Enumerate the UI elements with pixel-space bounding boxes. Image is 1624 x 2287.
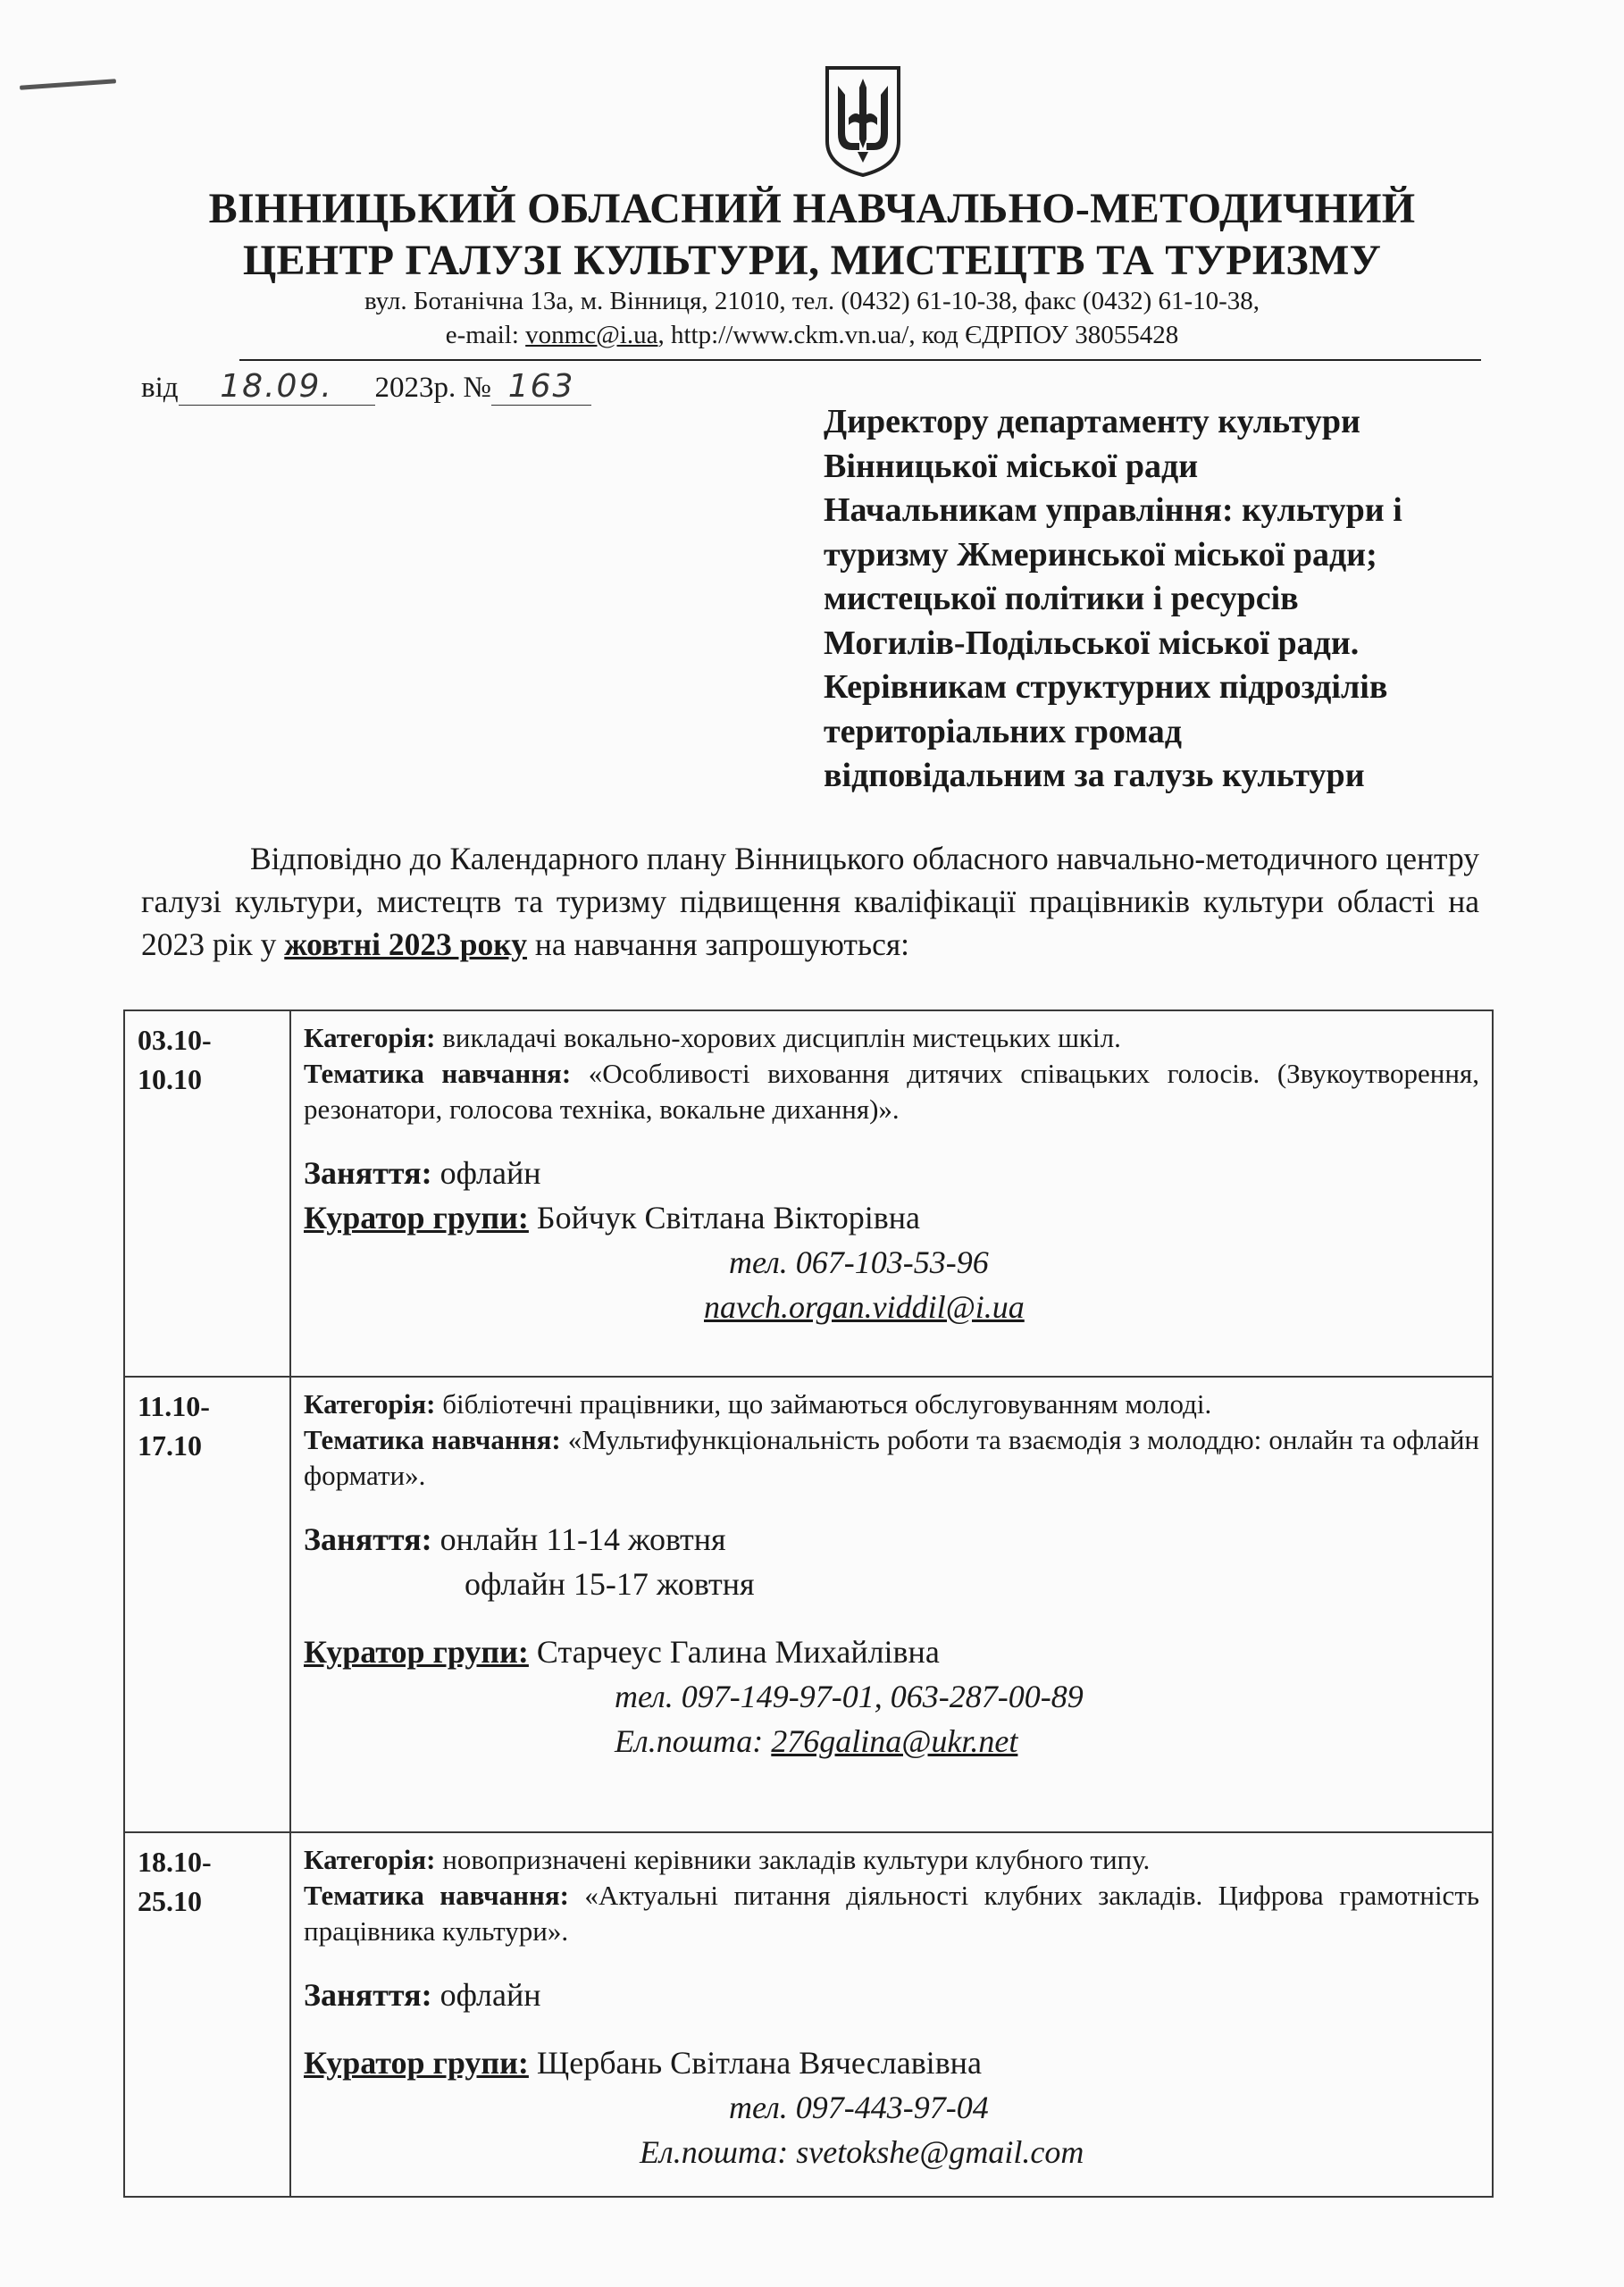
addressee-block <box>824 400 1402 799</box>
mode-line: Заняття: онлайн 11-14 жовтня <box>304 1521 726 1557</box>
addressee-line: туризму Жмеринської міської ради; <box>824 535 1377 574</box>
addressee-line: Вінницької міської ради <box>824 447 1199 485</box>
mode-line-secondary: офлайн 15-17 жовтня <box>465 1566 755 1602</box>
curator-email-line: Ел.пошта: svetokshe@gmail.com <box>640 2134 1084 2170</box>
addressee-line: Могилів-Подільської міської ради. <box>824 624 1360 662</box>
course-cell <box>290 1010 1493 1377</box>
org-email-link[interactable]: vonmc@i.ua <box>525 321 658 349</box>
curator-phone: тел. 097-443-97-04 <box>729 2090 989 2125</box>
date-cell <box>124 1010 290 1377</box>
addressee-line: Начальникам управління: культури і <box>824 491 1402 529</box>
curator-line: Куратор групи: Бойчук Світлана Вікторівна <box>304 1200 921 1236</box>
addressee-line: Керівникам структурних підрозділів <box>824 668 1388 706</box>
category-line: Категорія: бібліотечні працівники, що займаються обслуговуванням молоді. <box>304 1388 1212 1420</box>
course-description <box>291 1842 1479 1949</box>
curator-line: Куратор групи: Щербань Світлана Вячеславівна <box>304 2045 982 2081</box>
mode-line: Заняття: офлайн <box>304 1155 541 1191</box>
handwritten-number: 163 <box>491 368 591 406</box>
addressee-line: мистецької політики і ресурсів <box>824 580 1299 617</box>
handwritten-date: 18.09. <box>179 368 375 406</box>
org-email-line: e-mail: vonmc@i.ua, http://www.ckm.vn.ua/, код ЄДРПОУ 38055428 <box>445 321 1179 349</box>
intro-emphasis: жовтні 2023 року <box>284 926 527 962</box>
mode-line: Заняття: офлайн <box>304 1977 541 2013</box>
scan-artifact-mark <box>20 79 116 90</box>
date-cell <box>124 1832 290 2197</box>
course-cell <box>290 1832 1493 2197</box>
org-title-line-2: ЦЕНТР ГАЛУЗІ КУЛЬТУРИ, МИСТЕЦТВ ТА ТУРИЗМУ <box>242 237 1382 284</box>
category-line: Категорія: новопризначені керівники закладів культури клубного типу. <box>304 1844 1151 1875</box>
course-cell <box>290 1377 1493 1832</box>
org-address: вул. Ботанічна 13а, м. Вінниця, 21010, тел. (0432) 61-10-38, факс (0432) 61-10-38, <box>364 287 1260 315</box>
course-description <box>291 1020 1479 1127</box>
date-cell <box>124 1377 290 1832</box>
organization-title <box>143 183 1481 287</box>
org-title-line-1: ВІННИЦЬКИЙ ОБЛАСНИЙ НАВЧАЛЬНО-МЕТОДИЧНИЙ <box>208 185 1416 232</box>
course-description <box>291 1386 1479 1494</box>
topic-line: Тематика навчання: «Мультифункціональність роботи та взаємодія з молоддю: онлайн та офлайн формати». <box>304 1424 1480 1491</box>
curator-line: Куратор групи: Старчеус Галина Михайлівна <box>304 1634 940 1670</box>
organization-contacts <box>143 284 1481 352</box>
curator-phone: тел. 067-103-53-96 <box>729 1244 989 1280</box>
curator-email-link[interactable]: svetokshe@gmail.com <box>796 2134 1084 2170</box>
curator-phone: тел. 097-149-97-01, 063-287-00-89 <box>615 1679 1084 1714</box>
addressee-line: Директору департаменту культури <box>824 403 1360 440</box>
org-website-code: , http://www.ckm.vn.ua/, код ЄДРПОУ 38055428 <box>657 321 1179 349</box>
reference-line: від 18.09. 2023р. № 163 <box>141 368 591 406</box>
curator-email-line <box>291 1285 1479 1329</box>
date-range: 03.10- 10.10 <box>138 1024 212 1095</box>
topic-line: Тематика навчання: «Актуальні питання діяльності клубних закладів. Цифрова грамотність працівника культури». <box>304 1880 1479 1947</box>
header-divider <box>239 359 1481 361</box>
curator-email-link[interactable]: 276galina@ukr.net <box>771 1723 1018 1759</box>
schedule-row <box>124 1377 1493 1832</box>
schedule-row <box>124 1832 1493 2197</box>
addressee-line: територіальних громад <box>824 712 1182 750</box>
date-range: 18.10- 25.10 <box>138 1846 212 1917</box>
addressee-line: відповідальним за галузь культури <box>824 757 1365 794</box>
schedule-table <box>123 1009 1494 2198</box>
date-range: 11.10- 17.10 <box>138 1390 210 1462</box>
category-line: Категорія: викладачі вокально-хорових дисциплін мистецьких шкіл. <box>304 1022 1121 1053</box>
curator-email-link[interactable]: navch.organ.viddil@i.ua <box>704 1289 1025 1325</box>
schedule-row <box>124 1010 1493 1377</box>
topic-line: Тематика навчання: «Особливості виховання дитячих співацьких голосів. (Звукоутворення, резонатори, голосова техніка, вокальне дихання)». <box>304 1058 1479 1125</box>
intro-paragraph: Відповідно до Календарного плану Вінницького обласного навчально-методичного центру галузі культури, мистецтв та туризму підвищення кваліфікації працівників культури області на 2023 рік у жовтні 2023 року на навчання запрошуються: <box>141 841 1479 962</box>
curator-email-line: Ел.пошта: 276galina@ukr.net <box>615 1723 1018 1759</box>
trident-coat-of-arms-icon <box>822 64 904 179</box>
